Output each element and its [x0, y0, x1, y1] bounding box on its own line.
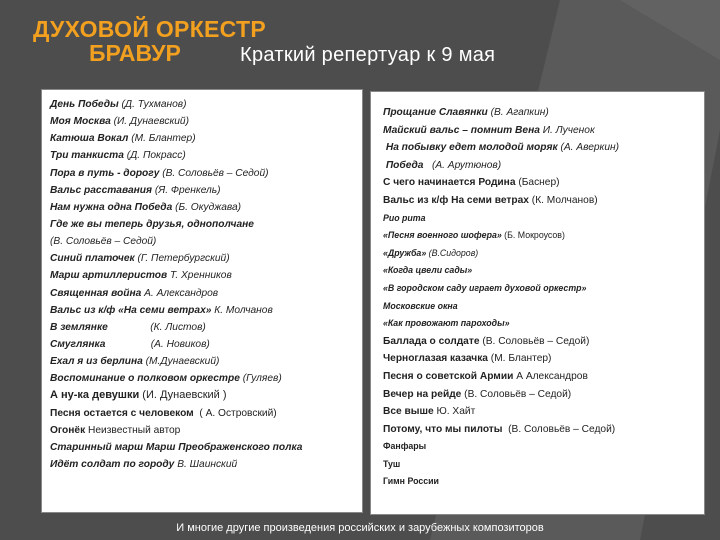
song-title: Вечер на рейде — [383, 388, 462, 400]
repertoire-item — [383, 210, 704, 228]
repertoire-item — [50, 405, 362, 422]
repertoire-item — [383, 122, 704, 140]
repertoire-item — [383, 386, 704, 404]
song-title: Песня о советской Армии — [383, 370, 514, 382]
song-title: Победа — [383, 159, 427, 171]
song-title: Рио рита — [383, 212, 426, 223]
song-author: (К. Молчанов) — [528, 194, 598, 206]
song-title: Катюша Вокал — [50, 133, 129, 145]
song-title: Нам нужна одна Победа — [50, 201, 173, 213]
repertoire-item — [50, 456, 362, 473]
repertoire-item — [383, 333, 704, 351]
song-author: А. Александров — [141, 287, 219, 299]
song-author: А Александров — [513, 370, 588, 382]
song-title: Смуглянка — [50, 338, 151, 350]
logo-line-2: БРАВУР — [89, 40, 181, 66]
song-author: (Д. Покрасс) — [123, 150, 186, 162]
song-author: И. Лученок — [539, 124, 595, 136]
repertoire-item — [383, 298, 704, 316]
song-title: «В городском саду играет духовой оркестр» — [383, 282, 587, 293]
song-title: Баллада о солдате — [383, 335, 480, 347]
repertoire-item — [383, 403, 704, 421]
song-title: С чего начинается Родина — [383, 177, 516, 189]
repertoire-item — [383, 456, 704, 474]
song-author: (И. Дунаевский) — [113, 116, 189, 128]
song-author: (К. Листов) — [150, 321, 206, 333]
song-title: Священная война — [50, 287, 142, 299]
song-title: Прощание Славянки — [383, 107, 488, 118]
song-author: (В. Соловьёв – Седой) — [159, 167, 269, 179]
song-title: Песня остается с человеком — [50, 407, 194, 419]
song-author: (Баснер) — [515, 177, 560, 189]
song-author: (Д. Тухманов) — [118, 99, 187, 110]
repertoire-item — [50, 182, 362, 199]
page-title: Краткий репертуар к 9 мая — [240, 44, 496, 66]
repertoire-item — [50, 96, 362, 113]
repertoire-item — [383, 421, 704, 439]
repertoire-item — [383, 139, 704, 157]
repertoire-item — [50, 250, 362, 267]
song-title: Синий платочек — [50, 253, 135, 265]
song-author: (Б. Окуджава) — [172, 201, 242, 213]
song-author: (В. Соловьёв – Седой) — [502, 423, 616, 435]
song-author: (Г. Петербургский) — [134, 253, 230, 265]
song-title: Где же вы теперь друзья, однополчане — [50, 218, 254, 230]
song-title: Ехал я из берлина — [50, 356, 143, 368]
song-title: Марш артиллеристов — [50, 270, 168, 282]
song-author: (А. Арутюнов) — [426, 159, 502, 171]
repertoire-item — [383, 350, 704, 368]
repertoire-item — [383, 174, 704, 192]
song-author: Ю. Хайт — [433, 406, 476, 418]
repertoire-item — [50, 439, 362, 456]
song-title: «Дружба» — [383, 247, 427, 258]
song-title: В землянке — [50, 321, 151, 333]
song-title: Три танкиста — [50, 150, 124, 162]
logo-line-1: ДУХОВОЙ ОРКЕСТР — [33, 16, 266, 42]
song-author: (В. Соловьёв – Седой) — [461, 388, 572, 400]
song-title: Моя Москва — [50, 116, 114, 128]
song-title: Вальс из к/ф На семи ветрах — [383, 194, 529, 206]
repertoire-item — [383, 227, 704, 245]
song-title: Идёт солдат по городу — [50, 458, 175, 470]
song-title: Вальс расставания — [50, 184, 153, 196]
repertoire-item — [50, 336, 362, 353]
song-title: (В. Соловьёв – Седой) — [50, 236, 157, 248]
repertoire-item — [383, 280, 704, 298]
repertoire-item — [50, 165, 362, 182]
brand-logo — [33, 18, 266, 65]
song-title: Черноглазая казачка — [383, 353, 488, 365]
repertoire-item — [50, 113, 362, 130]
repertoire-item — [383, 192, 704, 210]
repertoire-item — [50, 387, 362, 404]
song-author: (В. Агапкин) — [487, 107, 549, 118]
song-author: (В.Сидоров) — [426, 247, 479, 258]
song-author: (Гуляев) — [239, 373, 282, 385]
song-title: Пора в путь - дорогу — [50, 167, 160, 179]
repertoire-item — [50, 353, 362, 370]
song-author: ( А. Островский) — [193, 407, 277, 419]
song-title: День Победы — [50, 99, 119, 110]
song-title: Воспоминание о полковом оркестре — [50, 373, 240, 385]
repertoire-item — [383, 315, 704, 333]
repertoire-list-right — [370, 91, 705, 515]
song-title: А ну-ка девушки — [50, 389, 140, 402]
repertoire-item — [383, 473, 704, 491]
song-title: Все выше — [383, 406, 434, 418]
song-author: (М.Дунаевский) — [142, 356, 220, 368]
repertoire-list-left — [41, 89, 363, 513]
song-title: «Как провожают пароходы» — [383, 318, 510, 329]
repertoire-item — [50, 199, 362, 216]
song-author: (Я. Френкель) — [152, 184, 221, 196]
song-title: «Песня военного шофера» — [383, 230, 502, 241]
repertoire-item — [383, 245, 704, 263]
song-author: (А. Новиков) — [150, 338, 210, 350]
repertoire-item — [383, 262, 704, 280]
song-title: Огонёк — [50, 424, 86, 436]
repertoire-item — [50, 233, 362, 250]
repertoire-item — [50, 319, 362, 336]
song-author: Неизвестный автор — [85, 424, 181, 436]
song-author: (В. Соловьёв – Седой) — [479, 335, 590, 347]
song-title: Фанфары — [383, 441, 427, 452]
repertoire-item — [383, 368, 704, 386]
repertoire-item — [50, 302, 362, 319]
repertoire-item — [383, 104, 704, 122]
song-title: Гимн России — [383, 476, 439, 487]
song-title: Туш — [383, 458, 401, 469]
song-title: Московские окна — [383, 300, 458, 311]
repertoire-item — [50, 216, 362, 233]
song-title: Майский вальс – помнит Вена — [383, 124, 540, 136]
song-author: (М. Блантер) — [487, 353, 552, 365]
footer-note: И многие другие произведения российских и зарубежных композиторов — [176, 522, 544, 534]
repertoire-item — [50, 267, 362, 284]
repertoire-item — [50, 147, 362, 164]
song-title: Потому, что мы пилоты — [383, 423, 503, 435]
repertoire-item — [50, 422, 362, 439]
song-author: (А. Аверкин) — [557, 142, 619, 154]
song-title: На побывку едет молодой моряк — [383, 142, 558, 154]
song-author: В. Шаинский — [174, 458, 238, 470]
repertoire-item — [50, 285, 362, 302]
repertoire-item — [50, 370, 362, 387]
song-author: (Б. Мокроусов) — [501, 230, 565, 241]
song-author: Т. Хренников — [167, 270, 232, 282]
song-author: (И. Дунаевский ) — [139, 389, 227, 402]
repertoire-item — [383, 157, 704, 175]
repertoire-item — [383, 438, 704, 456]
song-title: Старинный марш Марш Преображенского полка — [50, 441, 303, 453]
repertoire-item — [50, 130, 362, 147]
song-title: Вальс из к/ф «На семи ветрах» — [50, 304, 212, 316]
song-author: К. Молчанов — [211, 304, 273, 316]
song-author: (М. Блантер) — [128, 133, 196, 145]
song-title: «Когда цвели сады» — [383, 265, 473, 276]
